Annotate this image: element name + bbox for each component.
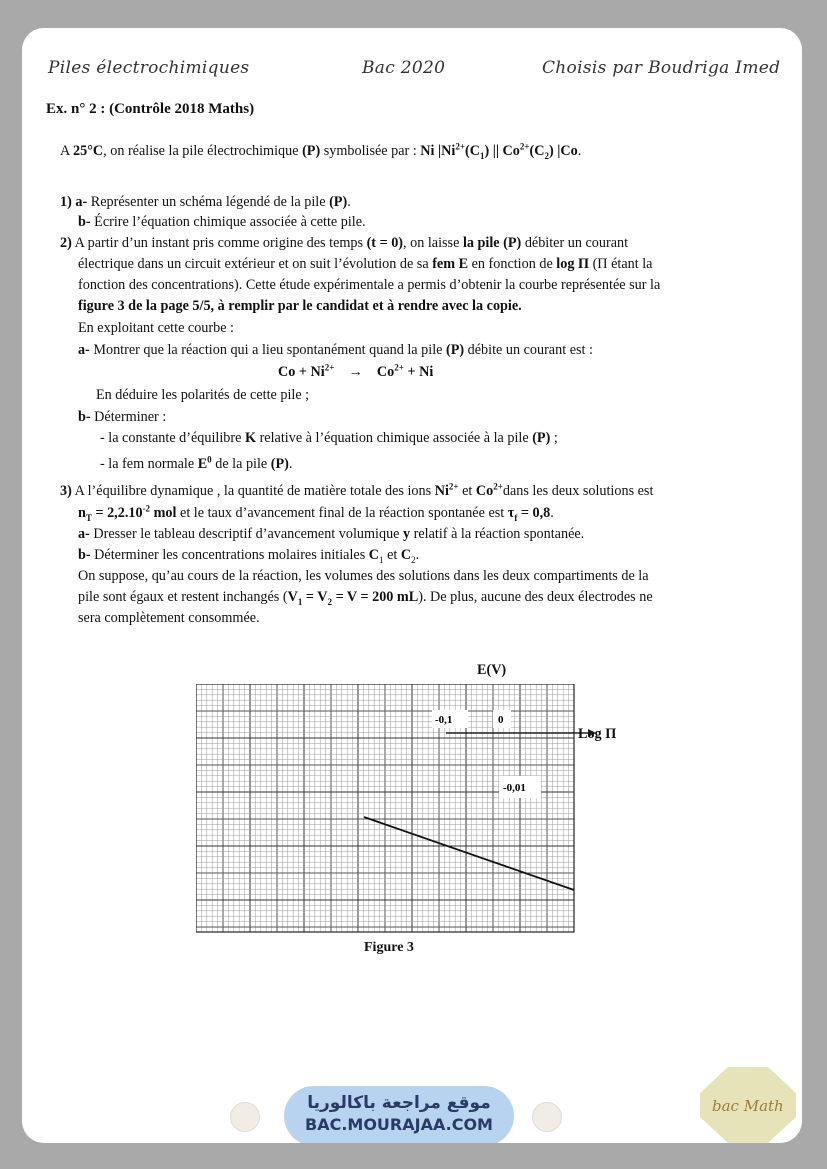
header-topic: Piles électrochimiques <box>48 58 250 78</box>
question-3-line1: 3) A l’équilibre dynamique , la quantité de matière totale des ions $Ni^{2+}$ et $Co^{2+}dans$ les deux solutions est <box>60 481 654 499</box>
header-author: Choisis par Boudriga Imed <box>542 58 781 78</box>
question-2b-2: - la fem normale $E^0$ de la pile (P). <box>100 454 293 472</box>
question-2b-1: - la constante d’équilibre K relative à l’équation chimique associée à la pile (P) ; <box>100 430 558 446</box>
footer-banner[interactable] <box>284 1086 514 1143</box>
exercise-title: Ex. n° 2 : (Contrôle 2018 Maths) <box>46 101 255 117</box>
origin-label: 0 <box>498 714 504 726</box>
header-exam: Bac 2020 <box>362 58 446 78</box>
bac-math-badge-icon <box>698 1065 798 1143</box>
question-2b: b- Déterminer : <box>78 409 167 425</box>
question-1b: b- Écrire l’équation chimique associée à cette pile. <box>78 214 366 230</box>
footer-url-link[interactable]: BAC.MOURAJAA.COM <box>305 1115 493 1134</box>
question-3-line2: $n_T = 2,2.10^{-2}$ mol et le taux d’avancement final de la réaction spontanée est $\tau_f = 0,8$. <box>78 503 554 523</box>
badge-text: bac Math <box>712 1097 784 1115</box>
question-3a: a- Dresser le tableau descriptif d’avancement volumique y relatif à la réaction spontanée. <box>78 526 585 542</box>
question-2-line3: fonction des concentrations). Cette étude expérimentale a permis d’obtenir la courbe représentée sur la <box>78 277 661 293</box>
x-axis-label: Log Π <box>578 726 617 742</box>
question-2a: a- Montrer que la réaction qui a lieu spontanément quand la pile (P) débite un courant est : <box>78 342 593 358</box>
left-logo-icon <box>230 1102 260 1132</box>
footer-arabic-text: موقع مراجعة باكالوريا <box>307 1093 491 1113</box>
figure-3-graph <box>196 684 636 936</box>
graph-grid <box>196 684 574 932</box>
question-1a: 1) a- Représenter un schéma légendé de la pile (P). <box>60 194 351 210</box>
right-logo-icon <box>532 1102 562 1132</box>
question-3-line7: sera complètement consommée. <box>78 610 260 626</box>
y-tick-label: -0,01 <box>503 782 526 794</box>
question-2-line2: électrique dans un circuit extérieur et on suit l’évolution de sa fem E en fonction de log Π (Π étant la <box>78 256 653 272</box>
question-3-line5: On suppose, qu’au cours de la réaction, les volumes des solutions dans les deux compartiments de la <box>78 568 649 584</box>
figure-caption: Figure 3 <box>364 940 414 955</box>
question-2-line1: 2) A partir d’un instant pris comme origine des temps (t = 0), on laisse la pile (P) débiter un courant <box>60 235 629 251</box>
y-axis-label: E(V) <box>477 662 507 678</box>
question-3-line6: pile sont égaux et restent inchangés ($V_1 = V_2 = V = 200$ mL). De plus, aucune des deux électrodes ne <box>78 589 653 607</box>
x-tick-label: -0,1 <box>435 714 453 726</box>
question-2a-deduce: En déduire les polarités de cette pile ; <box>96 387 310 403</box>
document-page <box>22 28 802 1143</box>
intro-text: A 25°C, on réalise la pile électrochimique (P) symbolisée par : Ni $|Ni^{2+}(C_1)$ || $Co^{2+}(C_2)$ |Co. <box>60 141 582 161</box>
reaction-equation: $Co + Ni^{2+}$ → $Co^{2+} + Ni$ <box>278 362 434 380</box>
fem-curve <box>364 817 574 890</box>
question-3b: b- Déterminer les concentrations molaires initiales $C_1$ et $C_2$. <box>78 547 420 565</box>
question-2-line4: figure 3 de la page 5/5, à remplir par le candidat et à rendre avec la copie. <box>78 298 522 314</box>
question-2-line5: En exploitant cette courbe : <box>78 320 235 336</box>
